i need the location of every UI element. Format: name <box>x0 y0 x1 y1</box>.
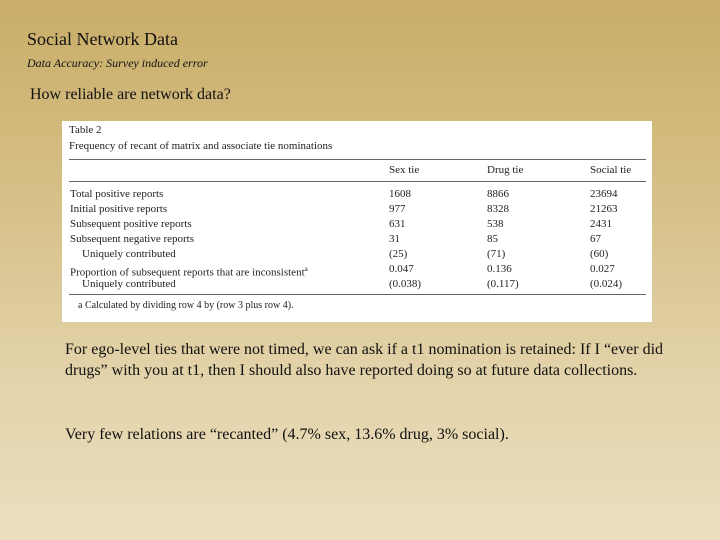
cell-value: 538 <box>487 218 504 230</box>
row-label: Initial positive reports <box>70 203 168 215</box>
cell-value: (0.038) <box>389 278 422 290</box>
cell-value: (25) <box>389 248 408 260</box>
row-label: Proportion of subsequent reports that are inconsistent <box>70 266 305 279</box>
section-heading: How reliable are network data? <box>30 86 231 103</box>
column-header-social: Social tie <box>590 164 632 176</box>
table-top-rule <box>69 159 646 160</box>
cell-value: (0.024) <box>590 278 623 290</box>
cell-value: (0.117) <box>487 278 519 290</box>
cell-value: 0.027 <box>590 263 615 275</box>
table-row <box>62 247 652 261</box>
cell-value: (60) <box>590 248 609 260</box>
table-row <box>62 217 652 231</box>
cell-value: 67 <box>590 233 601 245</box>
table-label: Table 2 <box>69 124 102 136</box>
row-label: Uniquely contributed <box>82 248 176 260</box>
table-row <box>62 277 652 291</box>
table-footnote: a Calculated by dividing row 4 by (row 3 plus row 4). <box>78 300 294 311</box>
cell-value: 2431 <box>590 218 612 230</box>
row-label: Subsequent positive reports <box>70 218 192 230</box>
row-label: Subsequent negative reports <box>70 233 195 245</box>
column-header-drug: Drug tie <box>487 164 524 176</box>
row-label: Uniquely contributed <box>82 278 176 290</box>
cell-value: (71) <box>487 248 506 260</box>
footnote-marker: a <box>304 265 308 273</box>
cell-value: 21263 <box>590 203 618 215</box>
table-header-rule <box>69 181 646 182</box>
cell-value: 0.047 <box>389 263 414 275</box>
column-header-sex: Sex tie <box>389 164 420 176</box>
table-row <box>62 202 652 216</box>
cell-value: 85 <box>487 233 498 245</box>
table-image <box>62 121 652 322</box>
cell-value: 977 <box>389 203 406 215</box>
cell-value: 631 <box>389 218 406 230</box>
table-bottom-rule <box>69 294 646 295</box>
cell-value: 31 <box>389 233 400 245</box>
cell-value: 0.136 <box>487 263 512 275</box>
table-row <box>62 262 652 279</box>
cell-value: 8866 <box>487 188 509 200</box>
slide-subtitle: Data Accuracy: Survey induced error <box>27 56 208 70</box>
paragraph-ego-level-ties: For ego-level ties that were not timed, we can ask if a t1 nomination is retained: If I “ever did drugs” with you at t1, then I should also have reported doing so at future data collections. <box>65 341 664 379</box>
table-caption: Frequency of recant of matrix and associate tie nominations <box>69 140 333 152</box>
row-label: Total positive reports <box>70 188 164 200</box>
cell-value: 1608 <box>389 188 411 200</box>
paragraph-recanted-relations: Very few relations are “recanted” (4.7% sex, 13.6% drug, 3% social). <box>65 426 509 443</box>
cell-value: 23694 <box>590 188 618 200</box>
cell-value: 8328 <box>487 203 509 215</box>
table-row <box>62 187 652 201</box>
slide-title: Social Network Data <box>27 29 178 49</box>
table-row <box>62 232 652 246</box>
